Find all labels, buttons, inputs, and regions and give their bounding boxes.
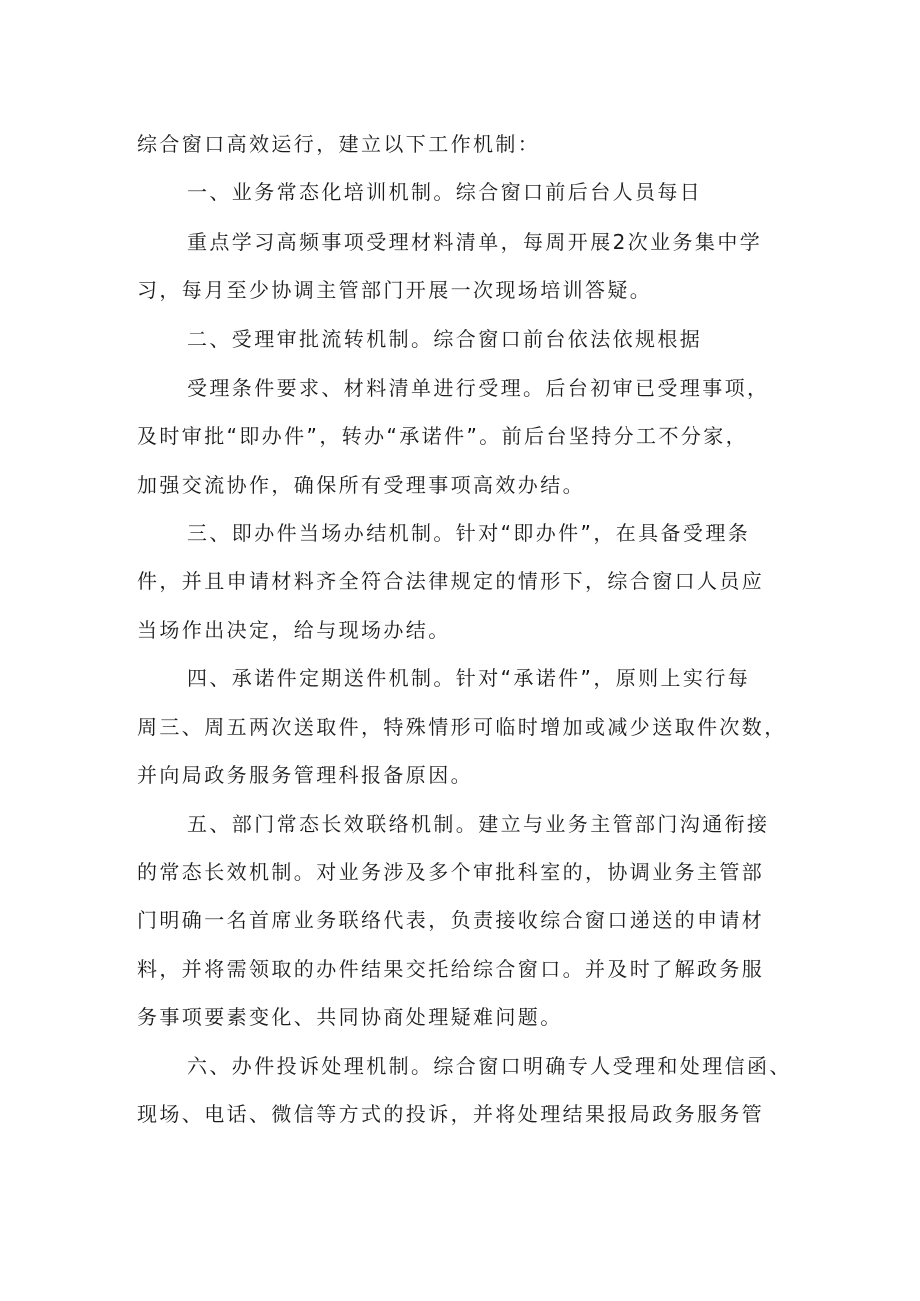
text-line-2: 一、业务常态化培训机制。综合窗口前后台人员每日 [187,180,703,204]
text-line-15: 五、部门常态长效联络机制。建立与业务主管部门沟通衔接 [187,812,770,836]
text-line-5: 二、受理审批流转机制。综合窗口前台依法依规根据 [187,327,703,351]
text-line-11: 当场作出决定，给与现场办结。 [137,618,451,642]
text-line-7: 及时审批“即办件”，转办“承诺件”。前后台坚持分工不分家， [137,424,749,448]
text-line-3: 重点学习高频事项受理材料清单，每周开展2次业务集中学 [187,230,763,254]
text-line-9: 三、即办件当场办结机制。针对“即办件”，在具备受理条 [187,521,751,545]
text-line-10: 件，并且申请材料齐全符合法律规定的情形下，综合窗口人员应 [137,569,765,593]
text-line-12: 四、承诺件定期送件机制。针对“承诺件”，原则上实行每 [187,666,751,690]
text-line-14: 并向局政务服务管理科报备原因。 [137,763,473,787]
text-line-17: 门明确一名首席业务联络代表，负责接收综合窗口递送的申请材 [137,908,765,932]
text-line-8: 加强交流协作，确保所有受理事项高效办结。 [137,473,585,497]
text-line-18: 料，并将需领取的办件结果交托给综合窗口。并及时了解政务服 [137,957,765,981]
text-line-16: 的常态长效机制。对业务涉及多个审批科室的，协调业务主管部 [137,860,765,884]
text-line-21: 现场、电话、微信等方式的投诉，并将处理结果报局政务服务管 [137,1102,765,1126]
text-line-13: 周三、周五两次送取件，特殊情形可临时增加或减少送取件次数， [137,715,787,739]
text-line-19: 务事项要素变化、共同协商处理疑难问题。 [137,1005,563,1029]
text-line-1: 综合窗口高效运行，建立以下工作机制： [137,132,541,156]
text-line-20: 六、办件投诉处理机制。综合窗口明确专人受理和处理信函、 [187,1054,792,1078]
text-line-6: 受理条件要求、材料清单进行受理。后台初审已受理事项， [187,376,770,400]
text-line-4: 习，每月至少协调主管部门开展一次现场培训答疑。 [137,278,653,302]
